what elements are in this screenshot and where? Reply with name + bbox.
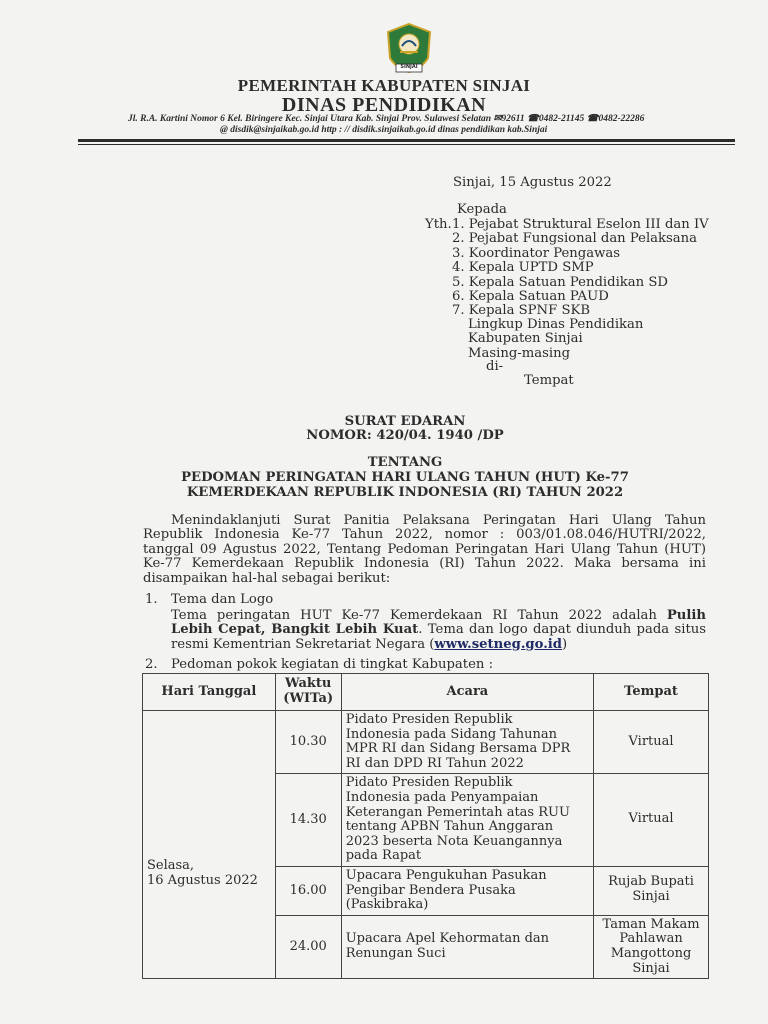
schedule-table — [142, 673, 709, 979]
address-line: Jl. R.A. Kartini Nomor 6 Kel. Biringere Kec. Sinjai Utara Kab. Sinjai Prov. Sulawesi Selatan ✉92611 ☎0482-21145 ☎0482-22286 — [128, 114, 645, 124]
setneg-link[interactable]: www.setneg.go.id — [434, 636, 563, 652]
logo-label: SINJAI — [400, 64, 418, 70]
acara-line: Keterangan Pemerintah atas RUU — [345, 804, 570, 820]
theme-part1: Pulih — [666, 608, 706, 623]
tempat-cell — [594, 866, 709, 915]
header-tempat: Tempat — [594, 674, 709, 711]
acara-line: Pidato Presiden Republik — [345, 775, 513, 791]
recipient-item: 1. Pejabat Struktural Eselon III dan IV — [452, 217, 709, 232]
recipient-scope-line: Kabupaten Sinjai — [468, 331, 583, 347]
subject-line2: KEMERDEKAAN REPUBLIK INDONESIA (RI) TAHUN 2022 — [186, 485, 624, 500]
tentang-label: TENTANG — [367, 455, 443, 470]
acara-line: 2023 beserta Nota Keuangannya — [345, 833, 563, 849]
body-line: Menindaklanjuti Surat Panitia Pelaksana Peringatan Hari Ulang Tahun — [171, 513, 706, 528]
time-cell: 24.00 — [275, 915, 341, 978]
acara-cell — [341, 711, 593, 774]
tempat-line: Rujab Bupati — [608, 873, 694, 889]
to-label: Kepada — [457, 202, 507, 217]
acara-line: pada Rapat — [345, 848, 422, 864]
letter-date: Sinjai, 15 Agustus 2022 — [453, 175, 612, 190]
recipient-item: 6. Kepala Satuan PAUD — [452, 289, 609, 305]
body-line: Republik Indonesia Ke-77 Tahun 2022, nomor : 003/01.08.046/HUTRI/2022, — [143, 527, 706, 543]
header-hari-tanggal: Hari Tanggal — [143, 674, 276, 711]
table-header-row — [143, 674, 709, 711]
item1-line1: Tema peringatan HUT Ke-77 Kemerdekaan RI Tahun 2022 adalah — [171, 608, 667, 623]
acara-line: Indonesia pada Sidang Tahunan — [345, 726, 558, 742]
tempat-line: Pahlawan — [619, 931, 683, 947]
acara-cell — [341, 774, 593, 867]
contact-line: @ disdik@sinjaikab.go.id http : // disdik.sinjaikab.go.id dinas pendidikan kab.Sinjai — [220, 125, 548, 135]
tempat-label: Tempat — [524, 373, 574, 388]
header-waktu-line2: (WITa) — [283, 691, 334, 706]
acara-line: Pengibar Bendera Pusaka — [345, 882, 516, 898]
time-cell: 14.30 — [275, 774, 341, 867]
item1-number: 1. — [145, 592, 158, 607]
tempat-cell: Virtual — [594, 774, 709, 867]
day-cell — [143, 711, 276, 979]
acara-line: Upacara Apel Kehormatan dan — [345, 931, 550, 947]
header-rule-thick — [78, 139, 735, 142]
recipient-item: 3. Koordinator Pengawas — [452, 245, 621, 261]
item1-line3: resmi Kementrian Sekretariat Negara ( — [171, 636, 435, 652]
recipient-scope-line: Masing-masing — [468, 345, 571, 361]
header-rule-thin — [78, 144, 735, 145]
acara-line: Pidato Presiden Republik — [345, 712, 513, 727]
recipient-item: 2. Pejabat Fungsional dan Pelaksana — [452, 231, 698, 247]
header-waktu-line1: Waktu — [285, 676, 332, 692]
body-line: disampaikan hal-hal sebagai berikut: — [143, 570, 391, 586]
acara-line: MPR RI dan Sidang Bersama DPR — [345, 741, 571, 757]
letter-title: SURAT EDARAN — [344, 414, 466, 429]
table-row — [143, 711, 709, 774]
di-label: di- — [486, 359, 504, 374]
acara-line: (Paskibraka) — [345, 897, 429, 913]
tempat-cell: Virtual — [594, 711, 709, 774]
time-cell: 16.00 — [275, 866, 341, 915]
org-name-line2: DINAS PENDIDIKAN — [281, 94, 487, 116]
header-waktu — [275, 674, 341, 711]
acara-cell — [341, 915, 593, 978]
subject-line1: PEDOMAN PERINGATAN HARI ULANG TAHUN (HUT) Ke-77 — [181, 470, 629, 485]
header-acara: Acara — [341, 674, 593, 711]
item1-text — [171, 609, 706, 652]
recipient-item: 5. Kepala Satuan Pendidikan SD — [452, 274, 668, 290]
acara-cell — [341, 866, 593, 915]
item1-line2: . Tema dan logo dapat diunduh pada situs — [418, 622, 707, 638]
recipient-item: 4. Kepala UPTD SMP — [452, 260, 594, 276]
tempat-line: Mangottong — [610, 945, 692, 961]
recipient-scope-line: Lingkup Dinas Pendidikan — [468, 317, 644, 332]
recipient-scope — [468, 318, 643, 361]
tempat-line: Sinjai — [632, 960, 670, 976]
day-name: Selasa, — [147, 857, 195, 873]
recipient-item: 7. Kepala SPNF SKB — [452, 303, 591, 319]
theme-part2: Lebih Cepat, Bangkit Lebih Kuat — [171, 622, 419, 638]
acara-line: Indonesia pada Penyampaian — [345, 789, 539, 805]
body-paragraph — [143, 514, 706, 586]
tempat-line: Sinjai — [632, 888, 670, 904]
body-line: Ke-77 Kemerdekaan Republik Indonesia (RI) Tahun 2022. Maka bersama ini — [143, 556, 706, 572]
item2-number: 2. — [145, 657, 158, 672]
acara-line: Renungan Suci — [345, 945, 446, 961]
tempat-line: Taman Makam — [602, 916, 700, 932]
letter-number: NOMOR: 420/04. 1940 /DP — [306, 428, 504, 443]
yth-label: Yth. — [425, 217, 452, 232]
acara-line: Upacara Pengukuhan Pasukan — [345, 867, 547, 883]
acara-line: RI dan DPD RI Tahun 2022 — [345, 755, 524, 771]
acara-line: tentang APBN Tahun Anggaran — [345, 819, 554, 835]
recipient-list — [452, 218, 709, 319]
item2-title: Pedoman pokok kegiatan di tingkat Kabupaten : — [171, 657, 494, 672]
org-name-line1: PEMERINTAH KABUPATEN SINJAI — [237, 76, 531, 95]
day-date: 16 Agustus 2022 — [147, 872, 258, 888]
item1-title: Tema dan Logo — [171, 592, 274, 607]
tempat-cell — [594, 915, 709, 978]
body-line: tanggal 09 Agustus 2022, Tentang Pedoman Peringatan Hari Ulang Tahun (HUT) — [143, 541, 706, 557]
item1-line3-end: ) — [562, 636, 568, 652]
time-cell: 10.30 — [275, 711, 341, 774]
